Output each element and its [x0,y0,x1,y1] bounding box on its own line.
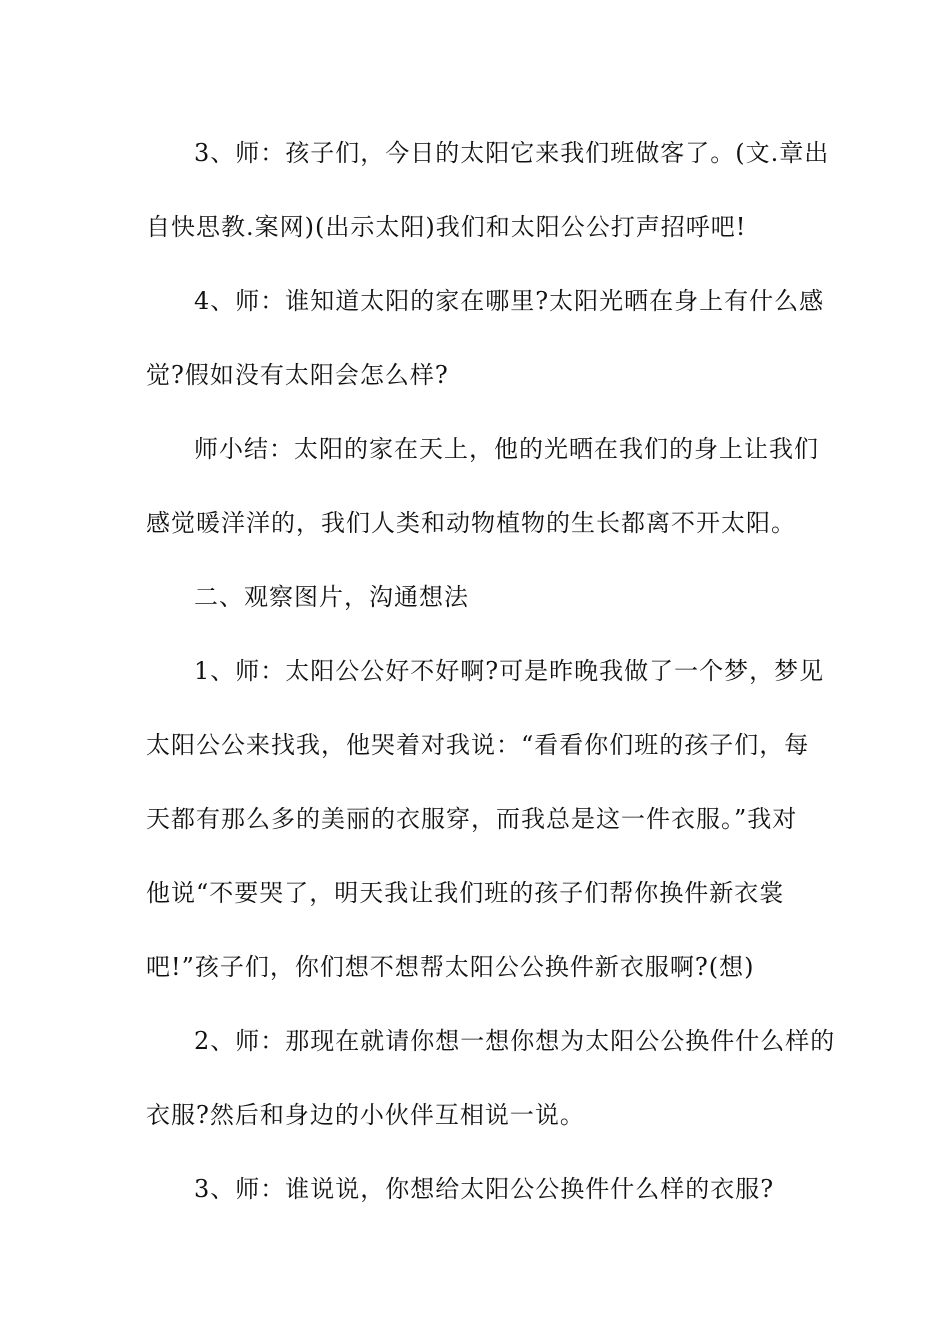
text-line: 觉?假如没有太阳会怎么样? [146,361,449,389]
text-line: 天都有那么多的美丽的衣服穿，而我总是这一件衣服。”我对 [146,805,798,833]
text-line: 感觉暖洋洋的，我们人类和动物植物的生长都离不开太阳。 [146,509,796,537]
text-line: 4、师：谁知道太阳的家在哪里?太阳光晒在身上有什么感 [194,287,825,315]
text-line: 他说“不要哭了，明天我让我们班的孩子们帮你换件新衣裳 [146,879,785,907]
text-line: 3、师：谁说说，你想给太阳公公换件什么样的衣服? [194,1175,775,1203]
text-line: 2、师：那现在就请你想一想你想为太阳公公换件什么样的 [194,1027,836,1055]
text-line: 衣服?然后和身边的小伙伴互相说一说。 [146,1101,585,1129]
text-line: 1、师：太阳公公好不好啊?可是昨晚我做了一个梦，梦见 [194,657,825,685]
text-line: 吧!”孩子们，你们想不想帮太阳公公换件新衣服啊?(想) [146,953,755,981]
section-heading: 二、观察图片，沟通想法 [194,583,469,611]
text-line: 自快思教.案网)(出示太阳)我们和太阳公公打声招呼吧! [146,213,747,241]
text-line: 太阳公公来找我，他哭着对我说：“看看你们班的孩子们，每 [146,731,810,759]
text-line: 3、师：孩子们，今日的太阳它来我们班做客了。(文.章出 [194,139,830,167]
text-line: 师小结：太阳的家在天上，他的光晒在我们的身上让我们 [194,435,819,463]
